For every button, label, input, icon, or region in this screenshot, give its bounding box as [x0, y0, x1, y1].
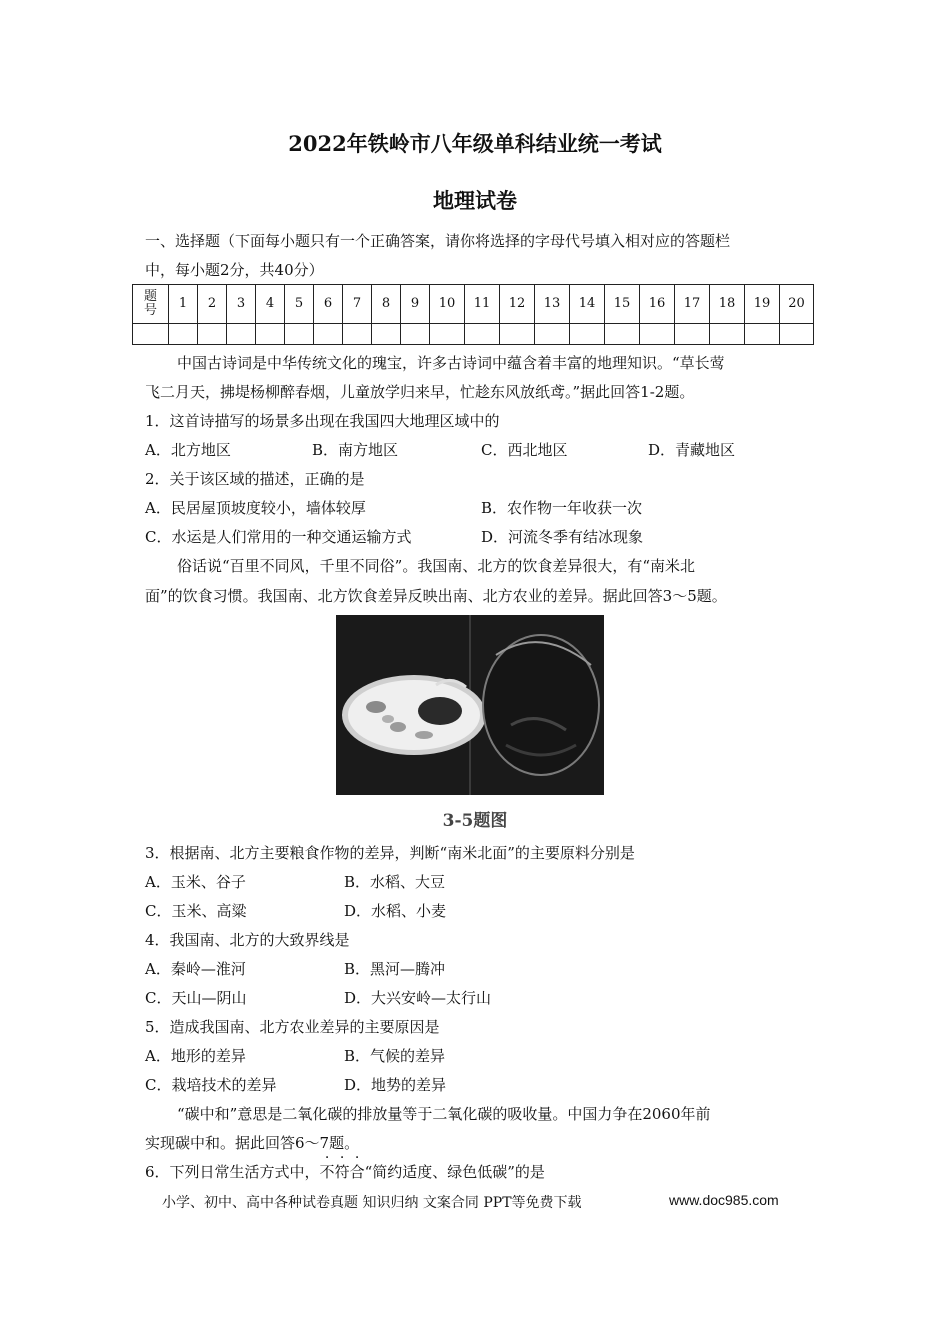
- q1-option-b: B．南方地区: [312, 441, 399, 459]
- q3-option-c: C．玉米、高粱: [145, 902, 247, 920]
- question-1-stem: 1．这首诗描写的场景多出现在我国四大地理区域中的: [145, 412, 500, 430]
- emphasis-char: 不: [319, 1163, 335, 1181]
- answer-cell[interactable]: [198, 324, 227, 345]
- q2-option-d: D．河流冬季有结冰现象: [481, 528, 644, 546]
- question-2-stem: 2．关于该区域的描述，正确的是: [145, 470, 365, 488]
- answer-number: 8: [372, 285, 401, 324]
- answer-number: 16: [640, 285, 675, 324]
- answer-cell[interactable]: [285, 324, 314, 345]
- passage2-line1: 俗话说“百里不同风，千里不同俗”。我国南、北方的饮食差异很大，有“南米北: [177, 557, 696, 575]
- answer-cell[interactable]: [745, 324, 780, 345]
- passage3-line1: “碳中和”意思是二氧化碳的排放量等于二氧化碳的吸收量。中国力争在2060年前: [177, 1105, 711, 1123]
- passage1-line1: 中国古诗词是中华传统文化的瑰宝，许多古诗词中蕴含着丰富的地理知识。“草长莺: [177, 354, 725, 372]
- answer-number: 18: [710, 285, 745, 324]
- q3-option-d: D．水稻、小麦: [344, 902, 447, 920]
- answer-number: 1: [169, 285, 198, 324]
- section-instruction-line1: 一、选择题（下面每小题只有一个正确答案，请你将选择的字母代号填入相对应的答题栏: [145, 232, 731, 250]
- q3-option-a: A．玉米、谷子: [145, 873, 246, 891]
- question-6-stem: [145, 1162, 545, 1182]
- answer-cell[interactable]: [500, 324, 535, 345]
- footer-website[interactable]: www.doc985.com: [669, 1192, 779, 1208]
- answer-number: 3: [227, 285, 256, 324]
- exam-subject: 地理试卷: [433, 188, 517, 213]
- answer-number: 9: [401, 285, 430, 324]
- exam-title: 2022年铁岭市八年级单科结业统一考试: [288, 131, 662, 156]
- answer-cell[interactable]: [314, 324, 343, 345]
- answer-cell[interactable]: [675, 324, 710, 345]
- answer-cell[interactable]: [605, 324, 640, 345]
- q2-option-c: C．水运是人们常用的一种交通运输方式: [145, 528, 412, 546]
- answer-number: 6: [314, 285, 343, 324]
- answer-cell[interactable]: [343, 324, 372, 345]
- answer-number: 20: [780, 285, 814, 324]
- q4-option-d: D．大兴安岭—太行山: [344, 989, 492, 1007]
- answer-cell[interactable]: [430, 324, 465, 345]
- answer-cell[interactable]: [227, 324, 256, 345]
- answer-number: 12: [500, 285, 535, 324]
- answer-cell[interactable]: [256, 324, 285, 345]
- answer-number: 5: [285, 285, 314, 324]
- photo-illustration: [336, 615, 604, 795]
- answer-number: 17: [675, 285, 710, 324]
- answer-number: 14: [570, 285, 605, 324]
- q6-emphasis: [320, 1163, 365, 1181]
- q2-option-b: B．农作物一年收获一次: [481, 499, 643, 517]
- q5-option-b: B．气候的差异: [344, 1047, 446, 1065]
- q5-option-d: D．地势的差异: [344, 1076, 447, 1094]
- answer-number: 4: [256, 285, 285, 324]
- passage2-line2: 面”的饮食习惯。我国南、北方饮食差异反映出南、北方农业的差异。据此回答3～5题。: [145, 587, 727, 605]
- answer-cell: [133, 324, 169, 345]
- answer-number: 13: [535, 285, 570, 324]
- q2-option-a: A．民居屋顶坡度较小，墙体较厚: [145, 499, 366, 517]
- emphasis-char: 符: [334, 1163, 350, 1181]
- q1-option-c: C．西北地区: [481, 441, 568, 459]
- answer-cell[interactable]: [372, 324, 401, 345]
- emphasis-char: 合: [349, 1163, 365, 1181]
- q1-option-d: D．青藏地区: [648, 441, 736, 459]
- answer-cell[interactable]: [535, 324, 570, 345]
- footer-promo-text: 小学、初中、高中各种试卷真题 知识归纳 文案合同 PPT等免费下载: [162, 1195, 582, 1211]
- q4-option-b: B．黑河—腾冲: [344, 960, 446, 978]
- q6-emphasis-text: [320, 1163, 365, 1181]
- answer-table-input-row: [133, 324, 814, 345]
- question-4-stem: 4．我国南、北方的大致界线是: [145, 931, 350, 949]
- q1-option-a: A．北方地区: [145, 441, 231, 459]
- answer-number: 2: [198, 285, 227, 324]
- q6-stem-pre: 6．下列日常生活方式中，: [145, 1163, 320, 1181]
- answer-cell[interactable]: [780, 324, 814, 345]
- answer-number: 11: [465, 285, 500, 324]
- q4-option-c: C．天山—阴山: [145, 989, 247, 1007]
- answer-cell[interactable]: [640, 324, 675, 345]
- q6-stem-post: “简约适度、绿色低碳”的是: [364, 1163, 545, 1181]
- answer-cell[interactable]: [169, 324, 198, 345]
- passage1-line2: 飞二月天，拂堤杨柳醉春烟，儿童放学归来早，忙趁东风放纸鸢。”据此回答1-2题。: [145, 383, 695, 401]
- answer-table: [132, 284, 814, 345]
- q5-option-c: C．栽培技术的差异: [145, 1076, 277, 1094]
- answer-cell[interactable]: [401, 324, 430, 345]
- passage3-line2: 实现碳中和。据此回答6～7题。: [145, 1134, 360, 1152]
- answer-cell[interactable]: [570, 324, 605, 345]
- answer-table-header-row: [133, 285, 814, 324]
- answer-number: 19: [745, 285, 780, 324]
- q3-option-b: B．水稻、大豆: [344, 873, 446, 891]
- figure-caption: 3-5题图: [442, 811, 508, 831]
- answer-cell[interactable]: [465, 324, 500, 345]
- answer-cell[interactable]: [710, 324, 745, 345]
- rice-noodle-photo: [336, 615, 604, 795]
- answer-number: 15: [605, 285, 640, 324]
- answer-number: 7: [343, 285, 372, 324]
- question-5-stem: 5．造成我国南、北方农业差异的主要原因是: [145, 1018, 440, 1036]
- q5-option-a: A．地形的差异: [145, 1047, 246, 1065]
- answer-table-label: 题 号: [133, 285, 169, 324]
- answer-number: 10: [430, 285, 465, 324]
- q4-option-a: A．秦岭—淮河: [145, 960, 246, 978]
- question-3-stem: 3．根据南、北方主要粮食作物的差异，判断“南米北面”的主要原料分别是: [145, 844, 635, 862]
- section-instruction-line2: 中，每小题2分，共40分）: [145, 261, 324, 279]
